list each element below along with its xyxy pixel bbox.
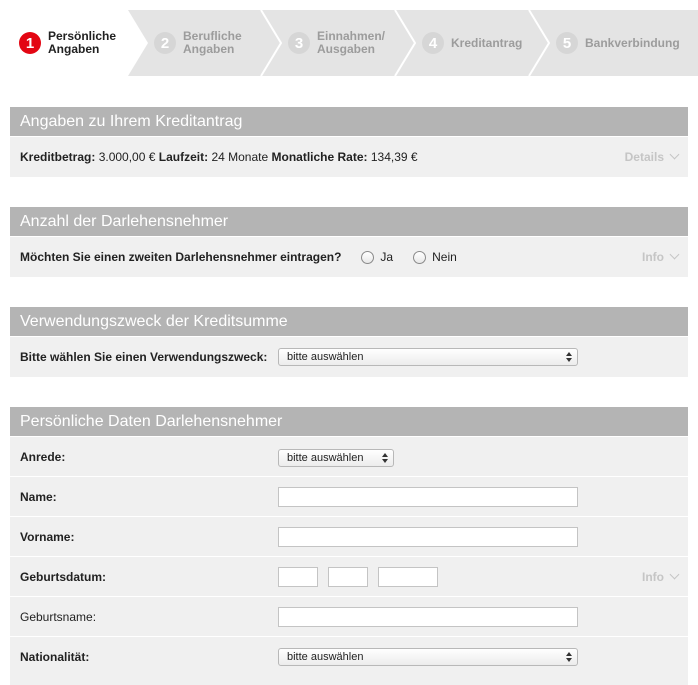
loan-summary-row [10,136,688,177]
borrowers-panel [10,207,688,277]
purpose-label: Bitte wählen Sie einen Verwendungszweck: [20,350,268,364]
radio-yes-label: Ja [380,250,394,264]
purpose-select[interactable] [278,348,578,366]
birthname-label: Geburtsname: [20,609,97,624]
select-arrows-icon [566,651,572,663]
step-label: Berufliche Angaben [183,29,242,56]
step-number: 4 [422,32,444,54]
purpose-panel [10,307,688,377]
step-number: 3 [288,32,310,54]
step-4[interactable] [422,10,522,76]
purpose-row [10,336,688,377]
second-borrower-question: Möchten Sie einen zweiten Darlehensnehmer eintragen? [20,250,342,264]
details-link[interactable] [625,150,678,164]
birthdate-label: Geburtsdatum: [20,569,107,584]
name-label: Name: [20,489,57,504]
step-separator [260,10,284,76]
radio-circle[interactable] [413,251,426,264]
step-5[interactable] [556,10,680,76]
radio-no-label: Nein [432,250,457,264]
salutation-select[interactable] [278,449,394,467]
monthly-rate-value: 134,39 € [370,150,418,164]
info-link-label: Info [642,250,664,264]
details-link-label: Details [624,150,664,164]
select-arrows-icon [382,452,388,464]
loan-term-value: 24 Monate [211,150,269,164]
birthdate-month-input[interactable] [328,567,368,587]
panel-title: Persönliche Daten Darlehensnehmer [10,407,688,436]
step-label: Einnahmen/ Ausgaben [317,29,386,56]
info-link[interactable] [642,250,678,264]
nationality-label: Nationalität: [20,649,90,664]
step-3[interactable] [288,10,385,76]
firstname-label: Vorname: [20,529,75,544]
loan-term-label: Laufzeit: [158,150,209,164]
chevron-down-icon [670,569,680,579]
radio-no[interactable] [413,250,457,264]
nationality-row [10,636,688,676]
name-row [10,476,688,516]
progress-stepper [10,10,698,76]
step-label: Kreditantrag [451,35,523,50]
radio-circle[interactable] [361,251,374,264]
nationality-select[interactable] [278,648,578,666]
panel-title: Angaben zu Ihrem Kreditantrag [10,107,688,136]
name-input[interactable] [278,487,578,507]
panel-title: Anzahl der Darlehensnehmer [10,207,688,236]
birthname-row [10,596,688,636]
panel-title: Verwendungszweck der Kreditsumme [10,307,688,336]
step-number: 5 [556,32,578,54]
select-arrows-icon [566,351,572,363]
nationality-select-value: bitte auswählen [287,651,364,663]
step-label: Persönliche Angaben [48,29,117,56]
step-separator [394,10,418,76]
personal-data-panel [10,407,688,685]
info-link-label: Info [642,569,664,584]
loan-amount-value: 3.000,00 € [98,150,156,164]
birthdate-info-link[interactable] [642,570,678,584]
birthname-input[interactable] [278,607,578,627]
birthdate-row [10,556,688,596]
firstname-input[interactable] [278,527,578,547]
chevron-down-icon [670,150,680,160]
step-separator [528,10,552,76]
chevron-down-icon [670,250,680,260]
loan-summary-panel [10,107,688,177]
salutation-select-value: bitte auswählen [287,452,364,464]
second-borrower-row [10,236,688,277]
monthly-rate-label: Monatliche Rate: [271,150,368,164]
step-label: Bankverbindung [585,35,680,50]
birthdate-year-input[interactable] [378,567,438,587]
step-number: 2 [154,32,176,54]
step-2[interactable] [154,10,242,76]
birthdate-day-input[interactable] [278,567,318,587]
salutation-label: Anrede: [20,449,66,464]
salutation-row [10,436,688,476]
purpose-select-value: bitte auswählen [287,351,364,363]
firstname-row [10,516,688,556]
radio-yes[interactable] [361,250,393,264]
step-1[interactable] [19,10,116,76]
loan-amount-label: Kreditbetrag: [20,150,96,164]
step-number: 1 [19,32,41,54]
